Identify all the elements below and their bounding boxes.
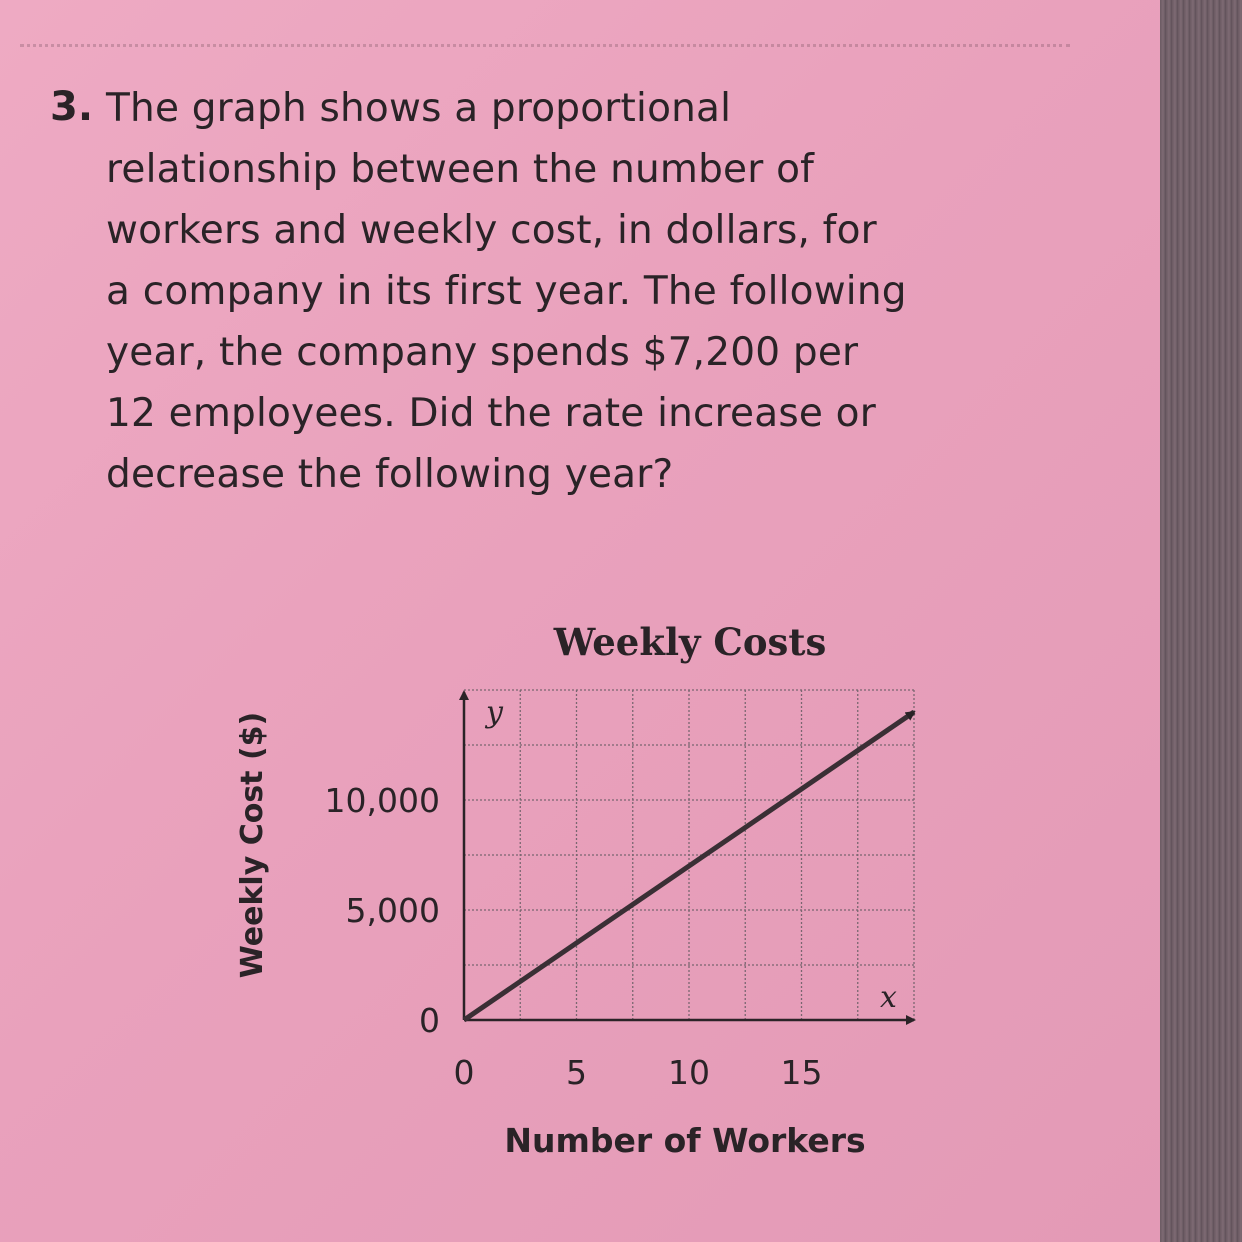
problem-line: 12 employees. Did the rate increase or <box>106 391 876 436</box>
x-tick-label: 5 <box>566 1053 587 1092</box>
x-tick-label: 15 <box>780 1053 823 1092</box>
problem-line: a company in its first year. The following <box>106 269 907 314</box>
problem-line: relationship between the number of <box>106 147 815 192</box>
x-tick-label: 10 <box>668 1053 710 1092</box>
problem-line: workers and weekly cost, in dollars, for <box>106 208 877 253</box>
problem-line: decrease the following year? <box>106 452 674 497</box>
y-axis-letter: y <box>486 695 503 730</box>
problem-line: The graph shows a proportional <box>106 86 732 131</box>
x-tick-label: 0 <box>453 1053 475 1092</box>
grid <box>464 690 914 1020</box>
y-tick-label: 5,000 <box>345 891 440 930</box>
problem-line: year, the company spends $7,200 per <box>106 330 859 375</box>
y-tick-label: 0 <box>419 1001 440 1040</box>
problem-number: 3. <box>50 84 94 130</box>
chart-title: Weekly Costs <box>553 620 827 664</box>
x-axis-letter: x <box>880 980 897 1015</box>
y-tick-label: 10,000 <box>324 781 440 820</box>
y-axis-label: Weekly Cost ($) <box>235 711 270 979</box>
x-axis-label: Number of Workers <box>504 1121 866 1160</box>
page-edge <box>1160 0 1242 1242</box>
